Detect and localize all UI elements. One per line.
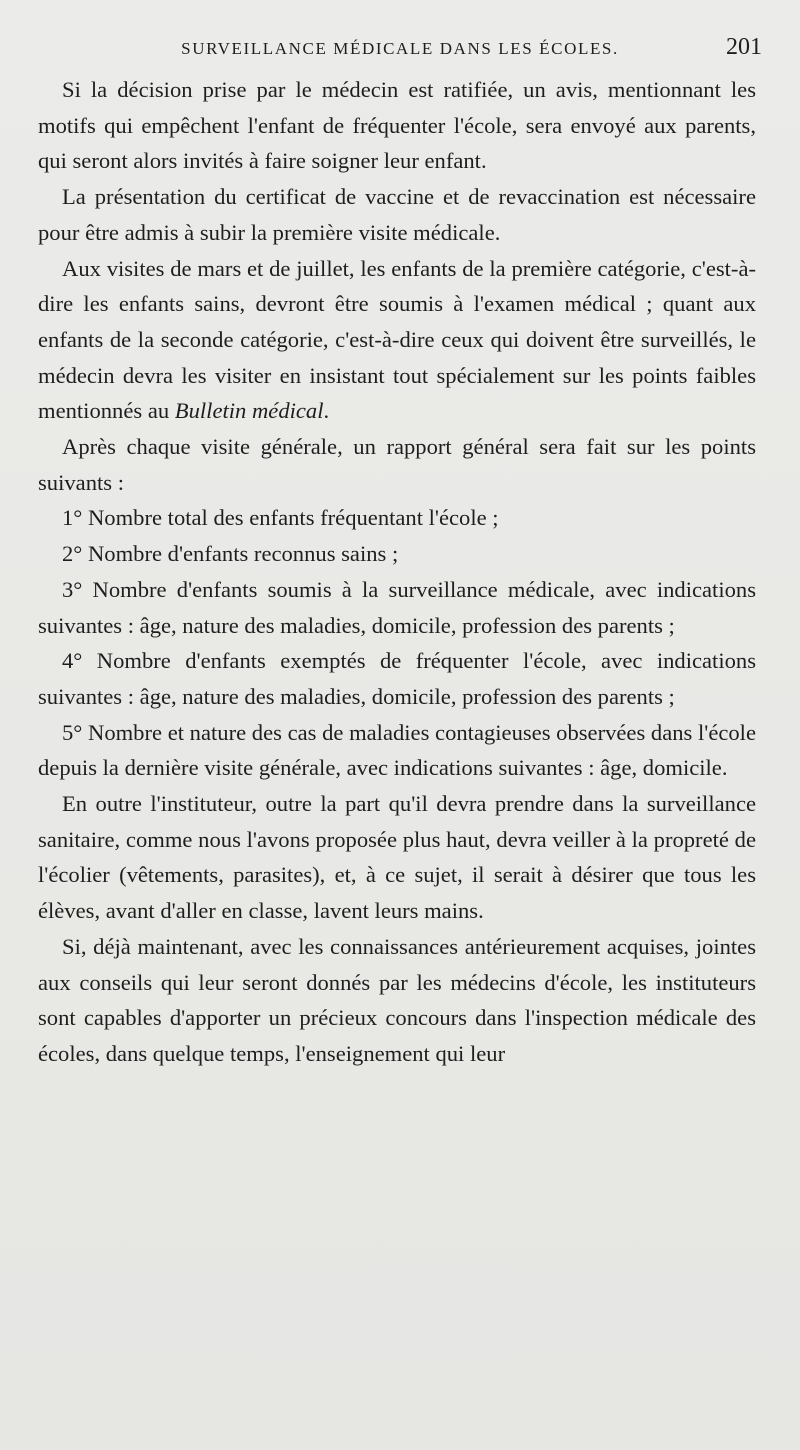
running-title: SURVEILLANCE MÉDICALE DANS LES ÉCOLES. (181, 39, 619, 58)
list-item: 2° Nombre d'enfants reconnus sains ; (62, 541, 399, 567)
paragraph-report: Après chaque visite générale, un rapport général sera fait sur les points suivants : (38, 434, 756, 495)
paragraph-vaccine: La présentation du certificat de vaccine et de revaccination est nécessaire pour être admis à subir la première visite médicale. (38, 184, 756, 245)
page-header (38, 34, 762, 68)
list-item: 3° Nombre d'enfants soumis à la surveillance médicale, avec indications suivantes : âge, nature des maladies, domicile, profession des parents ; (38, 576, 756, 638)
paragraph-teachers-capable: Si, déjà maintenant, avec les connaissances antérieurement acquises, jointes aux conseils qui leur seront donnés par les médecins d'école, les instituteurs sont capables d'apporter un précieux concours dans l'inspection médicale des écoles, dans quelque temps, l'enseignement qui leur (38, 933, 756, 1066)
paragraph-visits (38, 251, 756, 430)
page-number: 201 (726, 34, 762, 60)
paragraph-teacher: En outre l'instituteur, outre la part qu'il devra prendre dans la surveillance sanitaire, comme nous l'avons proposée plus haut, devra veiller à la propreté de l'écolier (vêtements, parasites), et, à ce sujet, il serait à désirer que tous les élèves, avant d'aller en classe, lavent leurs mains. (38, 791, 756, 924)
paragraph-visits-end: . (323, 398, 330, 424)
paragraph-decision: Si la décision prise par le médecin est ratifiée, un avis, mentionnant les motifs qui empêchent l'enfant de fréquenter l'école, sera envoyé aux parents, qui seront alors invités à faire soigner leur enfant. (38, 77, 756, 174)
paragraph-visits-text: Aux visites de mars et de juillet, les enfants de la première catégorie, c'est-à-dire les enfants sains, devront être soumis à l'examen médical ; quant aux enfants de la seconde catégorie, c'est-à-dire ceux qui doivent être surveillés, le médecin devra les visiter en insistant tout spécialement sur les points faibles mentionnés au (38, 255, 756, 424)
list-item: 5° Nombre et nature des cas de maladies contagieuses observées dans l'école depuis la dernière visite générale, avec indications suivantes : âge, domicile. (38, 719, 756, 781)
list-item: 4° Nombre d'enfants exemptés de fréquenter l'école, avec indications suivantes : âge, nature des maladies, domicile, profession des parents ; (38, 648, 756, 709)
body-text (38, 72, 756, 1072)
bulletin-medical-title: Bulletin médical (174, 398, 324, 424)
list-item: 1° Nombre total des enfants fréquentant l'école ; (62, 505, 499, 531)
